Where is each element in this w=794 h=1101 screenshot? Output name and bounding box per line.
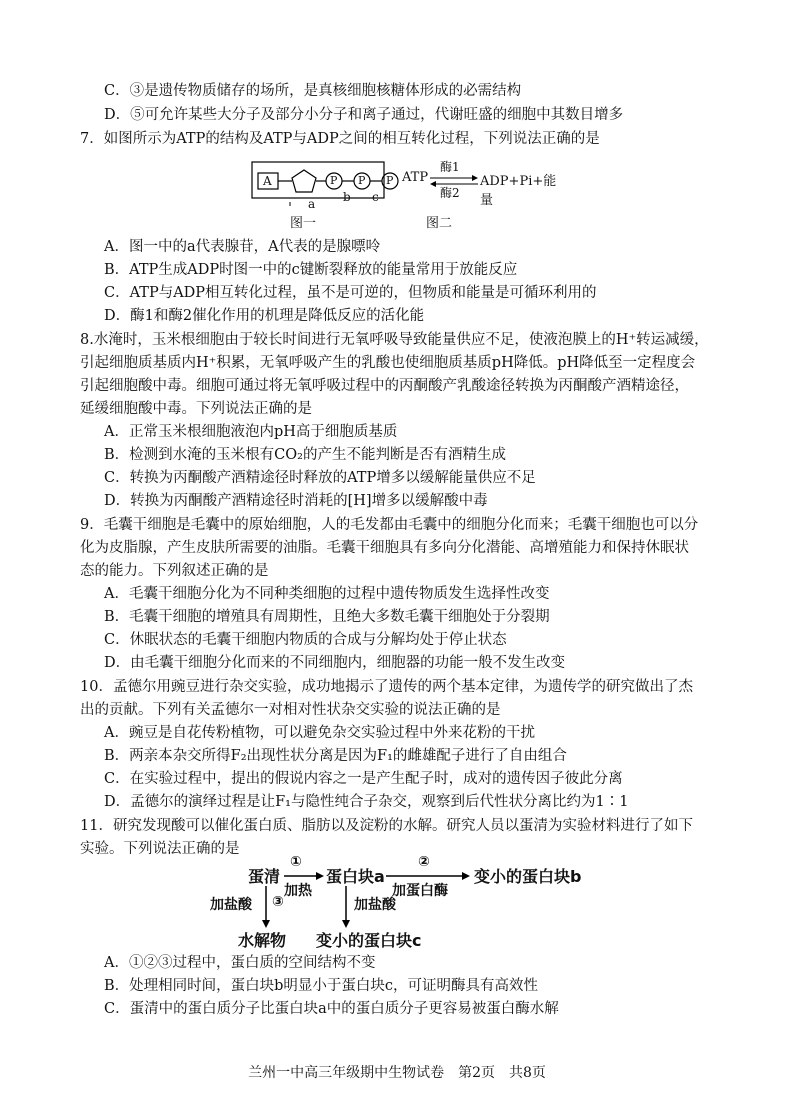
hydrolysate-label: 水解物	[238, 931, 287, 950]
heat-label: 加热	[284, 883, 312, 899]
question-11-stem-line-1: 11．研究发现酸可以催化蛋白质、脂肪以及淀粉的水解。研究人员以蛋清为实验材料进行了如下	[80, 818, 693, 834]
products-label: ADP+Pi+能量	[480, 174, 557, 208]
question-11-option-a: A．①②③过程中，蛋白质的空间结构不变	[104, 955, 376, 971]
question-11-option-c: C．蛋清中的蛋白质分子比蛋白块a中的蛋白质分子更容易被蛋白酶水解	[104, 1001, 559, 1017]
figure-1-caption: 图一	[290, 216, 317, 231]
question-9-option-b: B．毛囊干细胞的增殖具有周期性，且绝大多数毛囊干细胞处于分裂期	[104, 609, 550, 625]
question-7-option-a: A．图一中的a代表腺苷，A代表的是腺嘌呤	[104, 239, 381, 255]
adenine-label: A	[263, 174, 272, 188]
question-8-stem-line-3: 引起细胞酸中毒。细胞可通过将无氧呼吸过程中的丙酮酸产乳酸途径转换为丙酮酸产酒精途径，	[80, 378, 689, 394]
question-8-option-c: C．转换为丙酮酸产酒精途径时释放的ATP增多以缓解能量供应不足	[104, 470, 536, 486]
step-1-label: ①	[290, 854, 302, 870]
question-10-option-d: D．孟德尔的演绎过程是让F₁与隐性纯合子杂交，观察到后代性状分离比约为1∶1	[104, 794, 629, 810]
question-8-option-a: A．正常玉米根细胞液泡内pH高于细胞质基质	[104, 424, 398, 440]
atp-label: ATP	[402, 170, 429, 185]
block-a-label: 蛋白块a	[326, 867, 385, 886]
p-label-2: P	[358, 174, 366, 187]
p-label-3: P	[386, 174, 394, 187]
question-10-stem-line-2: 出的贡献。下列有关孟德尔一对相对性状杂交实验的说法正确的是	[80, 702, 501, 718]
ribose-pentagon	[292, 170, 316, 192]
label-b: b	[343, 190, 351, 204]
p-label-1: P	[330, 174, 338, 187]
block-c-label: 变小的蛋白块c	[316, 931, 422, 950]
question-10-stem-line-1: 10．孟德尔用豌豆进行杂交实验，成功地揭示了遗传的两个基本定律，为遗传学的研究做出了杰	[80, 679, 693, 695]
block-b-label: 变小的蛋白块b	[474, 867, 582, 886]
question-8-stem-line-2: 引起细胞质基质内H⁺积累，无氧呼吸产生的乳酸也使细胞质基质pH降低。pH降低至一定程度会	[80, 355, 696, 371]
egg-white-label: 蛋清	[248, 867, 281, 886]
page-footer: 兰州一中高三年级期中生物试卷 第2页 共8页	[248, 1065, 546, 1081]
option-top-d: D．⑤可允许某些大分子及部分小分子和离子通过，代谢旺盛的细胞中其数目增多	[104, 107, 624, 123]
question-8-option-b: B．检测到水淹的玉米根有CO₂的产生不能判断是否有酒精生成	[104, 447, 506, 463]
question-7-option-c: C．ATP与ADP相互转化过程，虽不是可逆的，但物质和能量是可循环利用的	[104, 285, 597, 301]
question-9-stem-line-2: 化为皮脂腺，产生皮肤所需要的油脂。毛囊干细胞具有多向分化潜能、高增殖能力和保持休眠状	[80, 540, 689, 556]
question-11-option-b: B．处理相同时间，蛋白块b明显小于蛋白块c，可证明酶具有高效性	[104, 978, 539, 994]
question-10-option-b: B．两亲本杂交所得F₂出现性状分离是因为F₁的雌雄配子进行了自由组合	[104, 748, 567, 764]
question-9-stem-line-3: 态的能力。下列叙述正确的是	[80, 563, 269, 579]
add-hcl-label-1: 加盐酸	[210, 897, 252, 913]
question-9-option-d: D．由毛囊干细胞分化而来的不同细胞内，细胞器的功能一般不发生改变	[104, 655, 566, 671]
question-7-stem: 7．如图所示为ATP的结构及ATP与ADP之间的相互转化过程，下列说法正确的是	[80, 131, 600, 147]
enzyme-2-label: 酶2	[440, 186, 460, 200]
step-2-label: ②	[418, 854, 430, 870]
question-8-option-d: D．转换为丙酮酸产酒精途径时消耗的[H]增多以缓解酸中毒	[104, 493, 488, 509]
step-3-label: ③	[272, 894, 284, 910]
question-9-stem-line-1: 9．毛囊干细胞是毛囊中的原始细胞，人的毛发都由毛囊中的细胞分化而来；毛囊干细胞也可以分	[80, 517, 699, 533]
option-top-c: C．③是遗传物质储存的场所，是真核细胞核糖体形成的必需结构	[104, 83, 522, 99]
question-11-stem-line-2: 实验。下列说法正确的是	[80, 841, 240, 857]
add-hcl-label-2: 加盐酸	[354, 897, 396, 913]
label-c: c	[372, 190, 379, 204]
question-7-option-d: D．酶1和酶2催化作用的机理是降低反应的活化能	[104, 308, 425, 324]
label-a: a	[308, 197, 316, 211]
question-8-stem-line-1: 8.水淹时，玉米根细胞由于较长时间进行无氧呼吸导致能量供应不足，使液泡膜上的H⁺转运减缓，	[80, 332, 709, 348]
question-9-option-a: A．毛囊干细胞分化为不同种类细胞的过程中遗传物质发生选择性改变	[104, 586, 550, 602]
question-10-option-c: C．在实验过程中，提出的假说内容之一是产生配子时，成对的遗传因子彼此分离	[104, 771, 623, 787]
question-7-option-b: B．ATP生成ADP时图一中的c键断裂释放的能量常用于放能反应	[104, 262, 518, 278]
egg-white-flow-diagram	[210, 854, 616, 950]
add-protease-label: 加蛋白酶	[392, 883, 448, 899]
question-9-option-c: C．休眠状态的毛囊干细胞内物质的合成与分解均处于停止状态	[104, 632, 507, 648]
figure-2-caption: 图二	[426, 216, 453, 231]
enzyme-1-label: 酶1	[440, 160, 460, 174]
question-8-stem-line-4: 延缓细胞酸中毒。下列说法正确的是	[80, 401, 312, 417]
question-10-option-a: A．豌豆是自花传粉植物，可以避免杂交实验过程中外来花粉的干扰	[104, 725, 535, 741]
atp-figure	[250, 160, 557, 231]
